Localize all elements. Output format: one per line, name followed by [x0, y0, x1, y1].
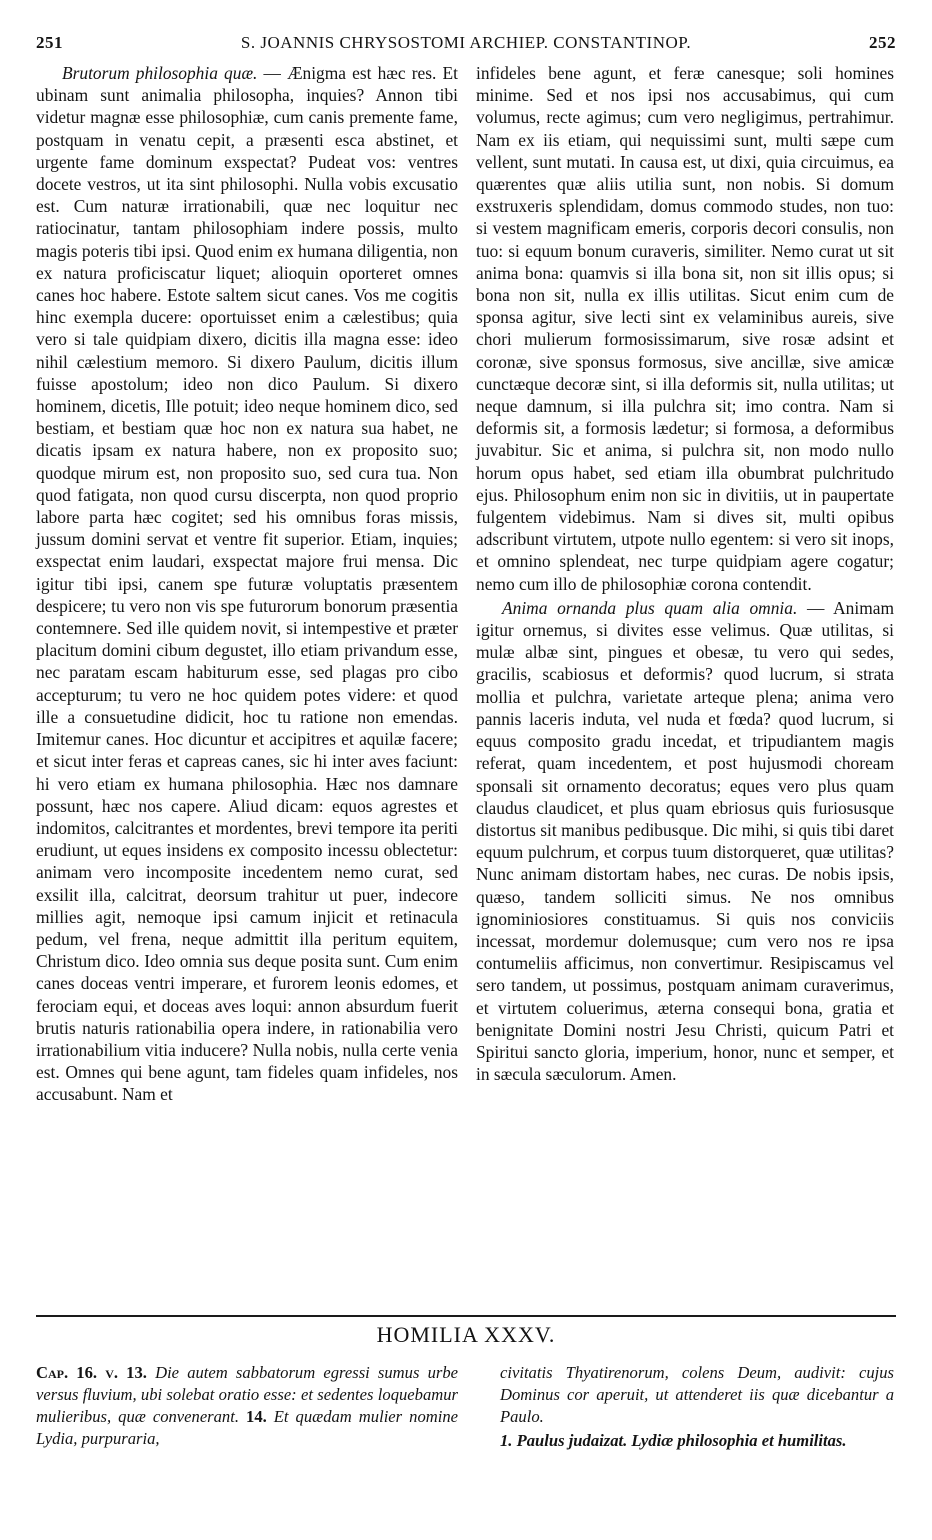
paragraph-text: — Ænigma est hæc res. Et ubinam sunt animalia philosopha, inquies? Annon tibi videtur magnæ esse philosophiæ, cum canis premente fame, postquam in venatu cepit, a præsenti esca abstinet, et urgente fame dominum exspectat? Pudeat vos: ventres docete vestros, ut ita sint philosophi. Nulla vobis excusatio est. Cum naturæ irrationabili, quæ nec loquitur nec ratiocinatur, tantam philosophiam indere possis, multo magis poteris tibi ipsi. Quod enim ex humana diligentia, non ex natura proficiscatur liquet; alioquin oporteret omnes canes hoc habere. Estote saltem sicut canes. Vos me cogitis hinc exempla ducere: oportuisset enim a cælestibus; quia vero si tale quidpiam dixero, dicitis illa magna esse: ideo nihil cælestium memoro. Si dixero Paulum, dicitis illum fuisse apostolum; ideo non dico Paulum. Si dixero hominem, dicetis, Ille potuit; ideo neque hominem dico, sed bestiam, et bestiam quæ hoc non ex natura sua habet, ne dicatis ipsam ex natura habere, non ex proposito suo; quodque mirum est, non proposito suo, sed cura tua. Non quod fatigata, non quod cursu discerpta, non quod proprio labore parta hæc cogitet; sed his omnibus foras missis, jussum domini servat et ventre fit superior. Etiam, inquies; exspectat enim laudari, exspectat majore frui mensa. Dic igitur tibi ipsi, canem spe futuræ voluptatis præsentem despicere; tu vero non vis spe futurorum bonorum præsentia contemnere. Sed ille quidem novit, si intempestive et præter placitum domini cibum degustet, illo etiam privandum esse, nec paratam escam habiturum esse, sed plagas pro cibo accepturum; tu vero ne hoc quidem potes videre: et quod ille a consuetudine didicit, hoc tu ratione non emendas. Imitemur canes. Hoc dicuntur et accipitres et aquilæ facere; et sicut inter feras et capreas canes, sic hi inter aves faciunt: hi vero etiam ex humana philosophia. Hæc nos damnare possunt, hæc nos capere. Aliud dicam: equos agrestes et indomitos, calcitrantes et mordentes, brevi tempore ita periti erudiunt, ut eques insidens ex composito incessu oblectetur: animam vero incomposite incedentem nemo curat, sed exsilit illa, calcitrat, deorsum trahitur ut puer, indecore millies agit, nemoque ipsi camum injicit et retinacula pedum, vel frena, neque admittit illa peritum equitem, Christum dico. Ideo omnia sus deque posita sunt. Cum enim canes doceas ventri imperare, et furorem leonis edomes, et ferociam equi, et doceas aves loqui: annon absurdum fuerit brutis naturis rationabilia opera indere, in rationabilia vero irrationabilium vitia inducere? Nulla nobis, nulla certe venia est. Omnes qui bene agunt, tam fideles quam infideles, nos accusabunt. Nam et — [36, 63, 458, 1105]
page-number-left: 251 — [36, 33, 63, 52]
homily-title: HOMILIA XXXV. — [376, 1322, 556, 1347]
paragraph-brutorum — [36, 62, 458, 1106]
section-divider — [36, 1315, 896, 1317]
right-column — [476, 62, 894, 1085]
verse-number: 14. — [246, 1407, 267, 1426]
paragraph-anima — [476, 597, 894, 1085]
left-column — [36, 62, 458, 1106]
scripture-column-right — [500, 1362, 894, 1452]
paragraph-continued: infideles bene agunt, et feræ canesque; soli homines minime. Sed et nos ipsi nos accusabimus, qui cum volumus, recte agimus; cum vero negligimus, pertrahimur. Nam ex iis etiam, qui nequissimi sunt, multi sæpe cum vellent, sunt mutati. In causa est, ut dixi, quia circuimus, ea quærentes quæ aliis utilia sunt, non nobis. Si domum exstruxeris splendidam, domus commodo studes, non tuo: si vestem magnificam emeris, corporis decori consulis, non tuo: si equum bonum curaveris, similiter. Nemo curat ut sit anima bona: quamvis si illa bona sit, non sit illis opus; si bona non sit, nulla ex illis utilitas. Sicut enim cum de sponsa agitur, sive lecti sint ex velaminibus aureis, sive chori mulierum formosissimarum, sive rosæ adsint et coronæ, sive sponsus formosus, sive ancillæ, sive amicæ cunctæque decoræ sint, si illa deformis sit, nulla utilitas; ut neque damnum, si illa pulchra sit; imo contra. Nam si deformis sit, a formosis lædetur; si formosa, a deformibus juvabitur. Sic et anima, si pulchra sit, non modo nullo horum opus habet, sed etiam illa obumbrat pulchritudo ejus. Philosophum enim non sic in divitiis, ut in paupertate fulgentem videbimus. Nam si dives sit, multi opibus adscribunt virtutem, utpote nullo egentem: si vero sit inops, et omnino splendeat, nec turpe quidpiam agere cogatur; nemo cum illo de philosophiæ corona contendit. — [476, 63, 894, 594]
scripture-column-left — [36, 1362, 458, 1450]
running-head — [36, 33, 896, 57]
scripture-verse-14: civitatis Thyatirenorum, colens Deum, audivit: cujus Dominus cor aperuit, ut attenderet iis quæ dicebantur a Paulo. — [500, 1363, 894, 1426]
chapter-reference: Cap. 16. v. 13. — [36, 1363, 147, 1382]
marginal-heading: Anima ornanda plus quam alia omnia. — [502, 597, 798, 618]
marginal-heading: Brutorum philosophia quæ. — [62, 63, 258, 83]
scripture-verse-14-start: Et quædam mulier nomine Lydia, purpuraria, — [36, 1407, 458, 1448]
running-title: S. JOANNIS CHRYSOSTOMI ARCHIEP. CONSTANTINOP. — [240, 33, 692, 52]
scripture-verse-13: Die autem sabbatorum egressi sumus urbe versus fluvium, ubi solebat oratio esse: et sedentes loquebamur mulieribus, quæ convenerant. — [36, 1363, 459, 1426]
scripture-passage — [36, 1362, 458, 1450]
page-number-right: 252 — [869, 33, 896, 52]
section-subheading: 1. Paulus judaizat. Lydiæ philosophia et humilitas. — [500, 1431, 847, 1450]
paragraph-text: — Animam igitur ornemus, si divites esse velimus. Quæ utilitas, si mulæ albæ sint, pingues et obesæ, tu vero qui sedes, gracilis, scabiosus et deformis? quod lucrum, si strata mollia et pulchra, varietate arteque plena; anima vero pannis laceris induta, vel nuda et fœda? quod lucrum, si equus composito gradu incedat, et tripudiantem magis referat, quam incedentem, et post hujusmodi choream sponsali sit ornamento decoratus; eques vero plus quam claudus claudicet, et plus quam ebriosus quis furiosusque distortus sit manibus pedibusque. Dic mihi, si quis tibi daret equum pulchrum, et corpus tuum distorqueret, quæ utilitas? Nunc animam distortam habes, nec curas. De nobis ipsis, quæso, tandem solliciti simus. Ne nos omnibus ignominiosiores constituamus. Si quis nos conviciis incessat, mordemur dolemusque; cum vero nos re ipsa contumeliis afficimus, non convertimur. Resipiscamus vel sero tandem, ut possimus, postquam animam curaverimus, et virtutem coluerimus, æterna consequi bona, gratia et benignitate Domini nostri Jesu Christi, quicum Patri et Spiritui sancto gloria, imperium, honor, nunc et semper, et in sæcula sæculorum. Amen. — [476, 597, 894, 1085]
